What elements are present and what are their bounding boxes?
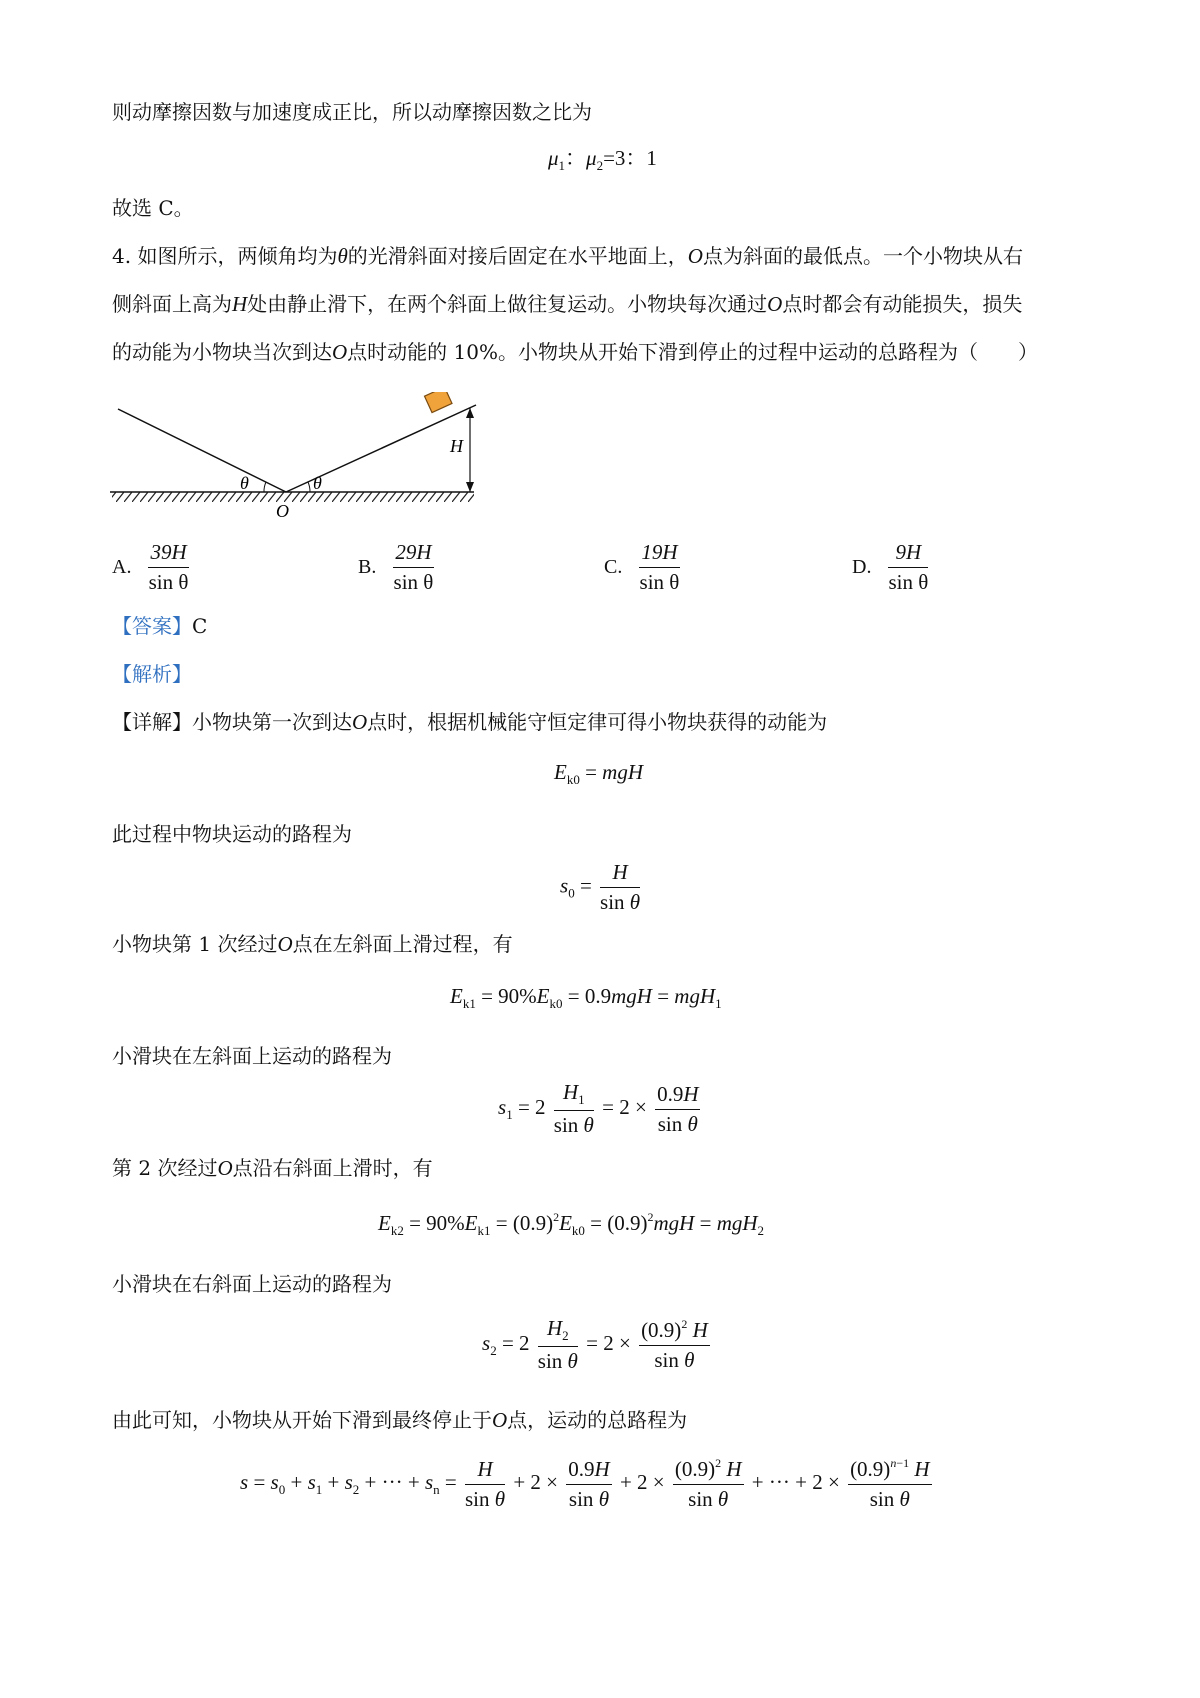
analysis-tag: 【解析】: [112, 662, 192, 686]
height-arrow-bottom: [466, 482, 474, 492]
option-numerator: 39H: [148, 540, 188, 568]
mu-ratio: [548, 142, 657, 174]
option-b[interactable]: [358, 540, 437, 595]
theta-left-label: θ: [240, 473, 249, 493]
point-o: O: [492, 1408, 508, 1432]
point-o: O: [687, 244, 703, 268]
second-pass-line: [112, 1152, 433, 1181]
question-text: 点时都会有动能损失，损失: [782, 292, 1023, 316]
option-denominator: sin θ: [393, 570, 434, 594]
detail-text: 小物块第 1 次经过: [112, 932, 278, 956]
option-label: A.: [112, 556, 132, 578]
detail-text: 第 2 次经过: [112, 1156, 218, 1180]
detail-tag: 【详解】: [112, 710, 192, 734]
question-line-2: [112, 288, 1022, 317]
option-label: C.: [604, 556, 623, 578]
question-text: 点为斜面的最低点。一个小物块从右: [702, 244, 1023, 268]
conclusion-line: [112, 1404, 687, 1433]
incline-figure: [100, 392, 500, 527]
detail-text: 点在左斜面上滑过程，有: [292, 932, 513, 956]
answer-tag: 【答案】: [112, 614, 192, 638]
formula-s2: $s_2 = 2$ $\frac{H_2}{\text{sin θ}}$ = 2 × $\frac{(0.9)^2 H}{\text{sin θ}}$: [482, 1316, 708, 1373]
formula-total: $s = s_0 + s_1 + s_2$ + ··· + $s_n$ = $\frac{H}{\text{sin θ}}$ + 2 × $\frac{0.9H}{\text{sin θ}}$ + 2 × $\frac{(0.9)^2 H}{\text{sin θ}}$ + ··· + 2 × $\frac{(0.9)^{n-1} H}{\text{sin θ}}$: [240, 1456, 930, 1511]
theta-right-label: θ: [313, 473, 322, 493]
h-label: H: [450, 436, 463, 456]
path0-text: 此过程中物块运动的路程为: [112, 822, 352, 846]
answer-line: [112, 610, 207, 639]
question-text: 侧斜面上高为: [112, 292, 232, 316]
point-o: O: [352, 710, 368, 734]
formula-ek0: $E_{k0}$ = mgH: [554, 760, 644, 787]
first-pass-line: [112, 928, 513, 957]
option-denominator: sin θ: [148, 570, 189, 594]
mu1-symbol: μ: [548, 146, 559, 170]
mu2-symbol: μ: [586, 146, 597, 170]
block: [425, 392, 452, 413]
question-text: 的动能为小物块当次到达: [112, 340, 332, 364]
intro-line: 则动摩擦因数与加速度成正比，所以动摩擦因数之比为: [112, 100, 592, 124]
detail-text: 小物块第一次到达: [192, 710, 352, 734]
ratio-colon: ：: [565, 146, 587, 170]
right-angle-arc: [308, 482, 310, 492]
detail-text: 由此可知，小物块从开始下滑到最终停止于: [112, 1408, 492, 1432]
detail-text: 点，运动的总路程为: [507, 1408, 688, 1432]
detail-text: 点时，根据机械能守恒定律可得小物块获得的动能为: [367, 710, 828, 734]
left-incline: [118, 409, 286, 492]
height-h: H: [232, 292, 248, 316]
ground-hatch: [112, 492, 474, 502]
prev-answer-line: 故选 C。: [112, 196, 194, 220]
option-c[interactable]: [604, 540, 683, 595]
ratio-value: =3：1: [603, 146, 657, 170]
option-d[interactable]: [852, 540, 931, 595]
point-o: O: [217, 1156, 233, 1180]
option-label: B.: [358, 556, 377, 578]
point-o: O: [767, 292, 783, 316]
question-text: 处由静止滑下，在两个斜面上做往复运动。小物块每次通过: [247, 292, 768, 316]
o-label: O: [276, 501, 289, 521]
option-denominator: sin θ: [639, 570, 680, 594]
option-denominator: sin θ: [888, 570, 929, 594]
question-text: 如图所示，两倾角均为: [137, 244, 338, 268]
formula-s1: $s_1 = 2$ $\frac{H_1}{\text{sin θ}}$ = 2 × $\frac{0.9H}{\text{sin θ}}$: [498, 1080, 699, 1137]
option-numerator: 29H: [393, 540, 433, 568]
mu2-sub: 2: [596, 158, 604, 173]
option-a[interactable]: [112, 540, 192, 595]
question-line-3: [112, 336, 1038, 365]
answer-value: C: [192, 614, 208, 638]
formula-s0: $s_0$ = $\frac{H}{\text{sin θ}}$: [560, 860, 641, 914]
question-line-1: [112, 240, 1023, 269]
formula-ek1: $E_{k1} = 90\%E_{k0} = 0.9mgH = mgH_1$: [450, 984, 722, 1011]
left-angle-arc: [264, 482, 266, 492]
question-number: 4.: [112, 244, 132, 268]
detail-text: 点沿右斜面上滑时，有: [232, 1156, 433, 1180]
question-text: 点时动能的 10%。小物块从开始下滑到停止的过程中运动的总路程为（ ）: [347, 340, 1038, 364]
left-path-text: 小滑块在左斜面上运动的路程为: [112, 1044, 392, 1068]
mu1-sub: 1: [558, 158, 566, 173]
detail-line: [112, 706, 827, 735]
question-text: 的光滑斜面对接后固定在水平地面上，: [347, 244, 688, 268]
theta-symbol: θ: [337, 244, 348, 268]
formula-ek2: $E_{k2} = 90\%E_{k1} = (0.9)^2E_{k0} = (0.9)^2mgH = mgH_2$: [378, 1210, 765, 1238]
option-label: D.: [852, 556, 872, 578]
option-numerator: 9H: [888, 540, 928, 568]
option-numerator: 19H: [639, 540, 679, 568]
right-path-text: 小滑块在右斜面上运动的路程为: [112, 1272, 392, 1296]
analysis-line: [112, 658, 192, 687]
point-o: O: [277, 932, 293, 956]
point-o: O: [332, 340, 348, 364]
